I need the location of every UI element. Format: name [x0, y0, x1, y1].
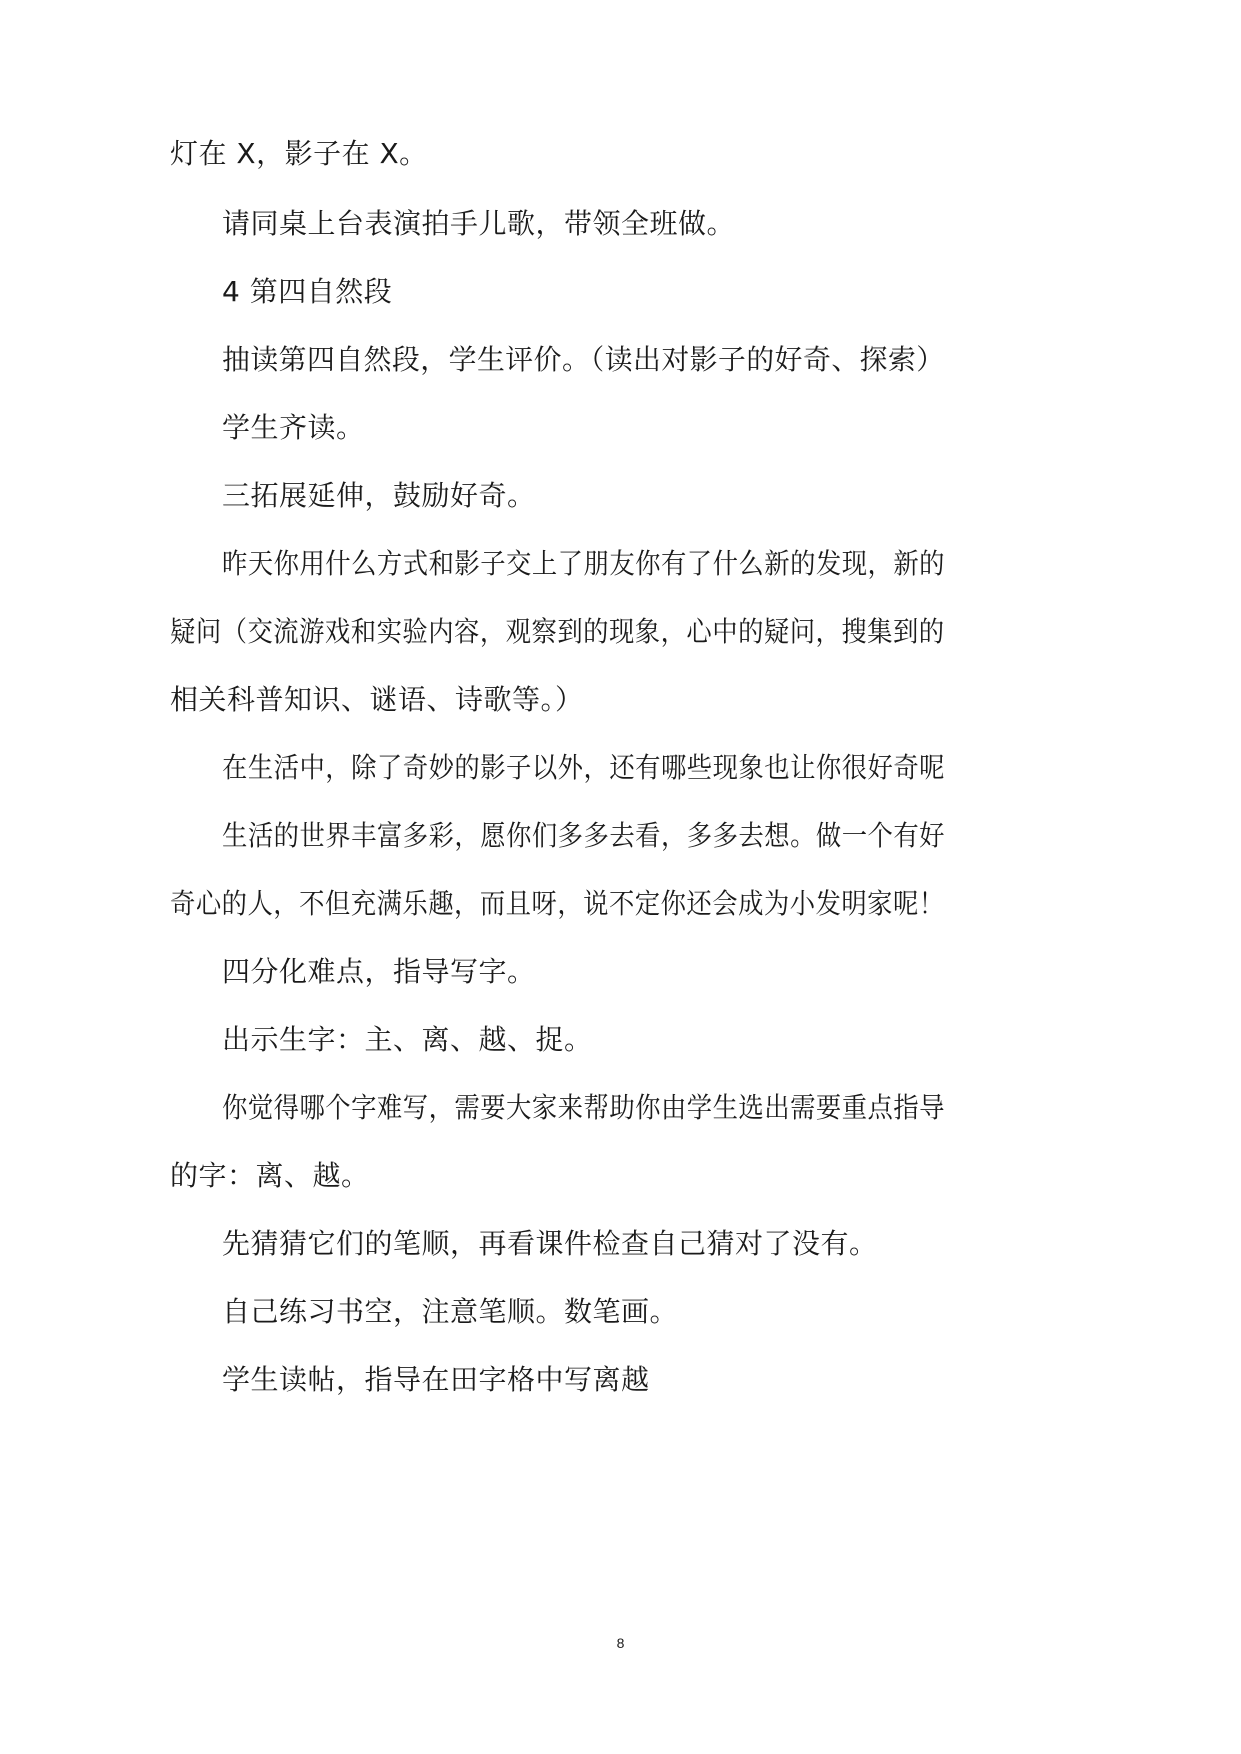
section-heading: 4 第四自然段	[222, 275, 393, 308]
text-line: 学生读帖，指导在田字格中写离越	[222, 1363, 650, 1396]
text-line: 先猜猜它们的笔顺，再看课件检查自己猜对了没有。	[222, 1227, 878, 1260]
text-line: 奇心的人，不但充满乐趣，而且呀，说不定你还会成为小发明家呢！	[170, 887, 945, 920]
text-line: 昨天你用什么方式和影子交上了朋友你有了什么新的发现，新的	[222, 547, 946, 580]
text-line: 你觉得哪个字难写，需要大家来帮助你由学生选出需要重点指导	[222, 1091, 946, 1124]
text-line: 学生齐读。	[222, 411, 365, 444]
text-line: 灯在 X，影子在 X。	[170, 137, 428, 170]
text-line: 生活的世界丰富多彩，愿你们多多去看，多多去想。做一个有好	[222, 819, 946, 852]
page-number: 8	[616, 1635, 625, 1651]
text-line: 的字：离、越。	[170, 1159, 370, 1192]
text-line: 在生活中，除了奇妙的影子以外，还有哪些现象也让你很好奇呢	[222, 751, 946, 784]
text-line: 疑问（交流游戏和实验内容，观察到的现象，心中的疑问，搜集到的	[170, 615, 945, 648]
text-line: 抽读第四自然段，学生评价。（读出对影子的好奇、探索）	[222, 343, 945, 376]
text-line: 相关科普知识、谜语、诗歌等。）	[170, 683, 584, 716]
text-line: 出示生字：主、离、越、捉。	[222, 1023, 593, 1056]
section-heading: 四分化难点，指导写字。	[222, 955, 536, 988]
text-line: 自己练习书空，注意笔顺。数笔画。	[222, 1295, 679, 1328]
text-line: 请同桌上台表演拍手儿歌，带领全班做。	[222, 207, 736, 240]
section-heading: 三拓展延伸，鼓励好奇。	[222, 479, 536, 512]
